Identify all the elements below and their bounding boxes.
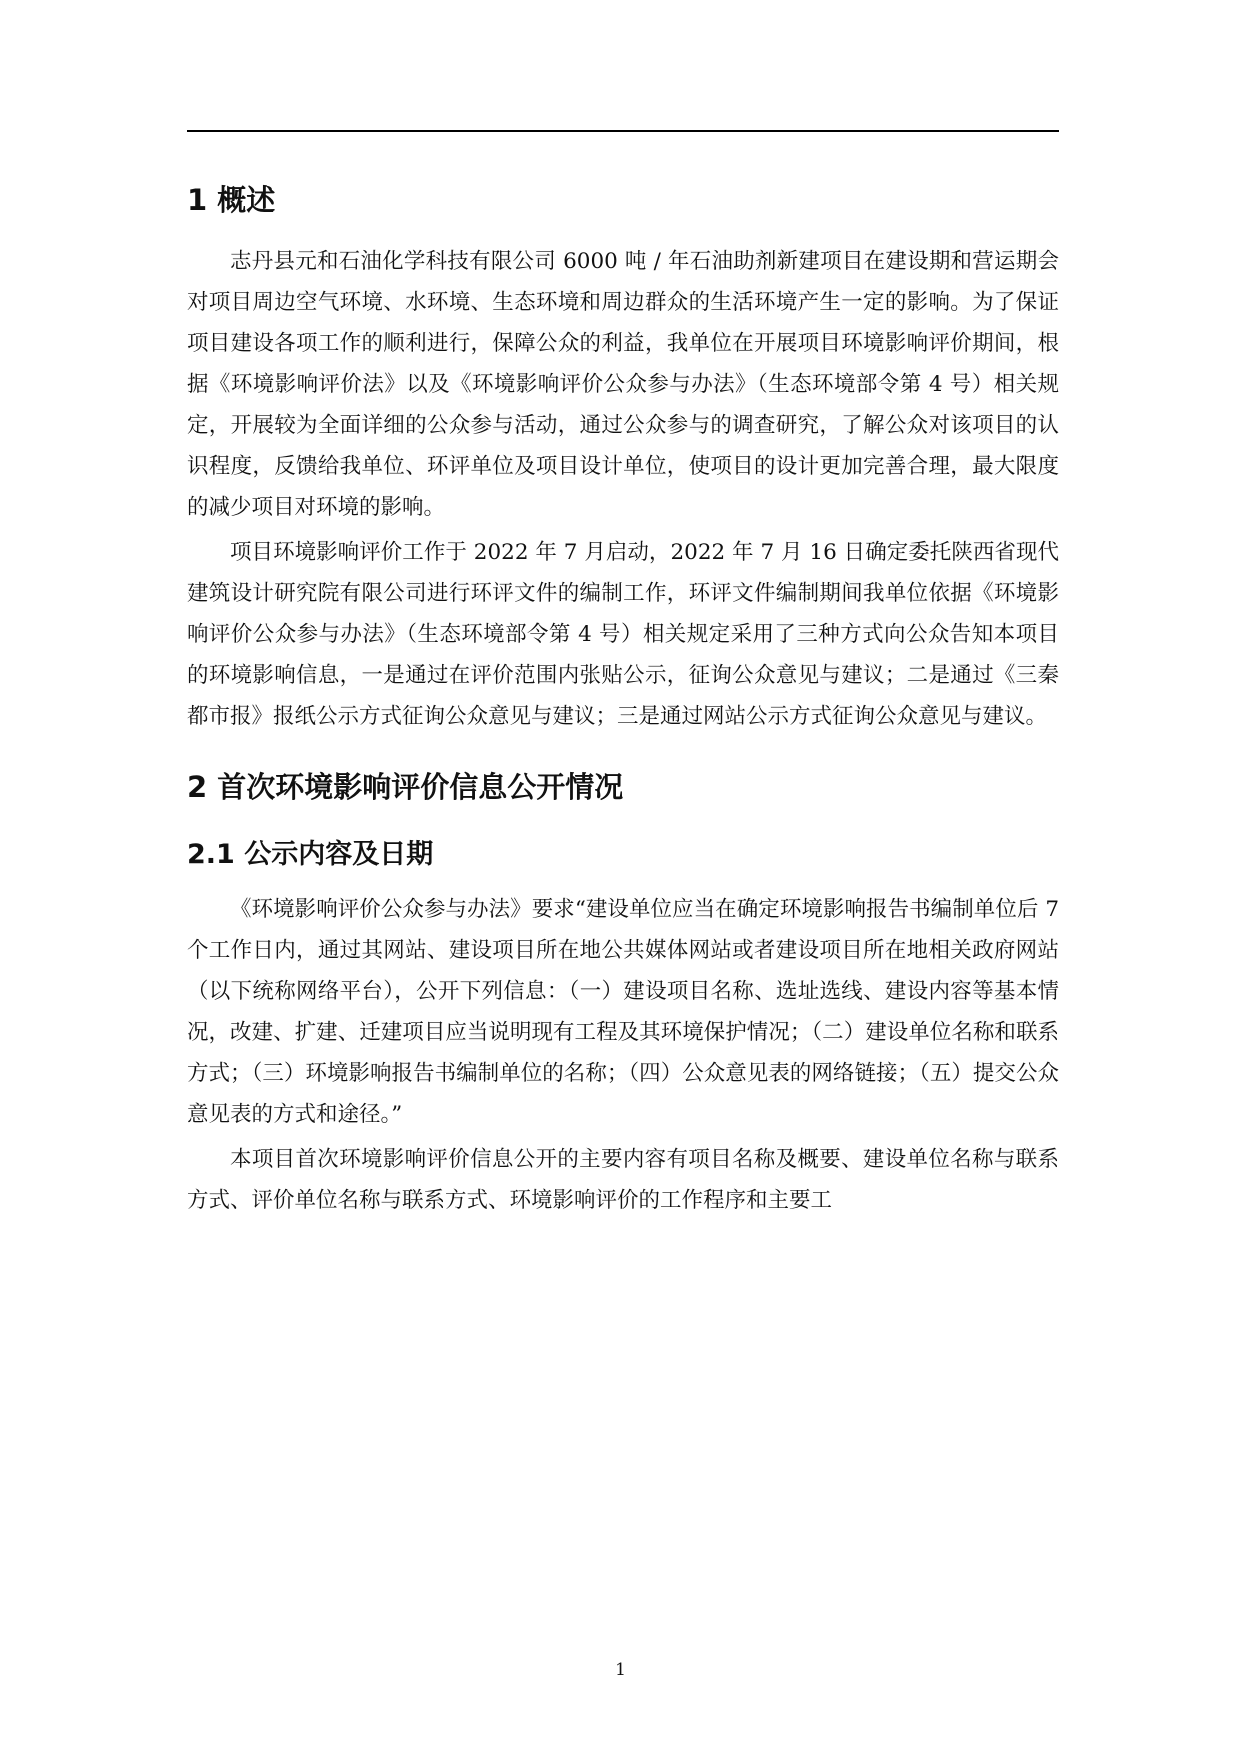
- page-number: 1: [615, 1660, 626, 1680]
- section-1-paragraph-1: 志丹县元和石油化学科技有限公司 6000 吨 / 年石油助剂新建项目在建设期和营运期会对项目周边空气环境、水环境、生态环境和周边群众的生活环境产生一定的影响。为了保证项目建设各项工作的顺利进行，保障公众的利益，我单位在开展项目环境影响评价期间，根据《环境影响评价法》以及《环境影响评价公众参与办法》（生态环境部令第 4 号）相关规定，开展较为全面详细的公众参与活动，通过公众参与的调查研究，了解公众对该项目的认识程度，反馈给我单位、环评单位及项目设计单位，使项目的设计更加完善合理，最大限度的减少项目对环境的影响。: [187, 249, 1059, 520]
- section-1-heading: 1 概述: [187, 183, 276, 217]
- section-2-1-paragraph-1: 《环境影响评价公众参与办法》要求“建设单位应当在确定环境影响报告书编制单位后 7 个工作日内，通过其网站、建设项目所在地公共媒体网站或者建设项目所在地相关政府网站（以下统称网络平台），公开下列信息：（一）建设项目名称、选址选线、建设内容等基本情况，改建、扩建、迁建项目应当说明现有工程及其环境保护情况；（二）建设单位名称和联系方式；（三）环境影响报告书编制单位的名称；（四）公众意见表的网络链接；（五）提交公众意见表的方式和途径。”: [187, 897, 1059, 1127]
- section-1-paragraph-2: 项目环境影响评价工作于 2022 年 7 月启动，2022 年 7 月 16 日确定委托陕西省现代建筑设计研究院有限公司进行环评文件的编制工作，环评文件编制期间我单位依据《环境影响评价公众参与办法》（生态环境部令第 4 号）相关规定采用了三种方式向公众告知本项目的环境影响信息，一是通过在评价范围内张贴公示，征询公众意见与建议；二是通过《三秦都市报》报纸公示方式征询公众意见与建议；三是通过网站公示方式征询公众意见与建议。: [187, 540, 1059, 729]
- header-rule: [187, 130, 1059, 132]
- document-body: [187, 180, 1059, 1221]
- section-2-1-heading: 2.1 公示内容及日期: [187, 839, 434, 870]
- section-2-heading: 2 首次环境影响评价信息公开情况: [187, 770, 624, 804]
- section-2-1-paragraph-2: 本项目首次环境影响评价信息公开的主要内容有项目名称及概要、建设单位名称与联系方式、评价单位名称与联系方式、环境影响评价的工作程序和主要工: [187, 1147, 1059, 1213]
